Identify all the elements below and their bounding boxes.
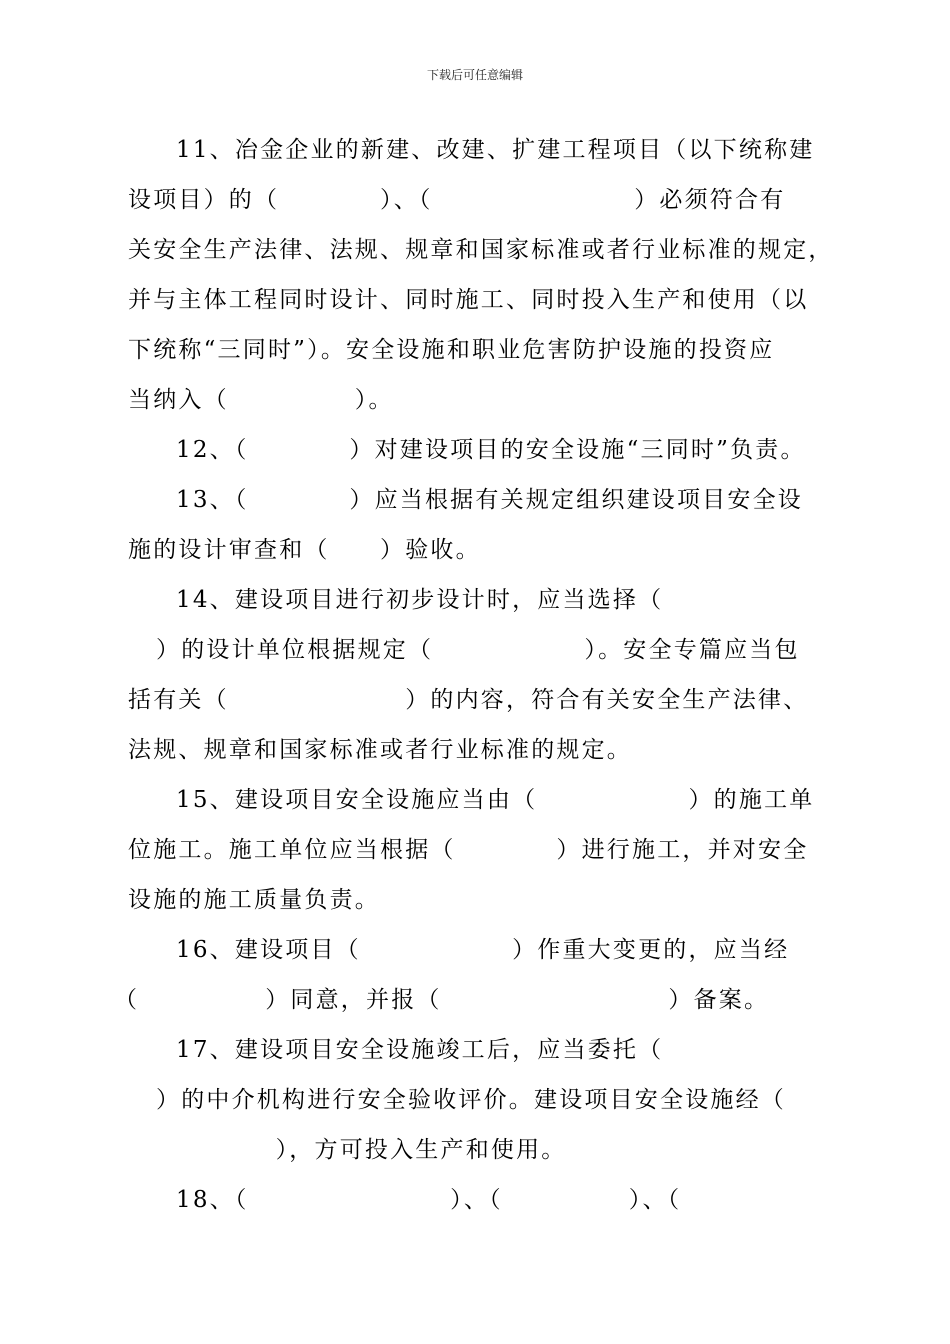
page-header: 下载后可任意编辑	[426, 68, 523, 82]
text-line: 下统称“三同时”）。安全设施和职业危害防护设施的投资应	[128, 337, 775, 363]
text-line: （ ）同意，并报（ ）备案。	[114, 987, 770, 1013]
text-line: 设项目）的（ ）、（ ）必须符合有	[128, 187, 786, 213]
text-line: 括有关（ ）的内容，符合有关安全生产法律、	[128, 687, 809, 713]
text-line: 施的设计审查和（ ）验收。	[128, 537, 481, 563]
text-line: 位施工。施工单位应当根据（ ）进行施工，并对安全	[128, 837, 809, 863]
text-line: 16、建设项目（ ）作重大变更的，应当经	[176, 937, 790, 963]
text-line: ），方可投入生产和使用。	[200, 1137, 567, 1163]
question-14	[128, 575, 828, 775]
question-13	[128, 475, 828, 575]
text-line: ）的设计单位根据规定（ ）。安全专篇应当包	[156, 637, 800, 663]
question-11	[128, 125, 834, 425]
text-line: 17、建设项目安全设施竣工后，应当委托（	[176, 1037, 664, 1063]
question-15	[128, 775, 828, 925]
text-line: 11、冶金企业的新建、改建、扩建工程项目（以下统称建	[176, 137, 815, 163]
text-line: 当纳入（ ）。	[128, 387, 394, 413]
text-line: ）的中介机构进行安全验收评价。建设项目安全设施经（	[156, 1087, 786, 1113]
text-line: 12、（ ）对建设项目的安全设施“三同时”负责。	[176, 437, 806, 463]
question-12	[128, 425, 828, 475]
text-line: 18、（ ）、（ ）、（	[176, 1187, 682, 1213]
text-line: 15、建设项目安全设施应当由（ ）的施工单	[176, 787, 815, 813]
text-line: 设施的施工质量负责。	[128, 887, 380, 913]
text-line: 13、（ ）应当根据有关规定组织建设项目安全设	[176, 487, 803, 513]
question-16	[114, 925, 828, 1025]
text-line: 法规、规章和国家标准或者行业标准的规定。	[128, 737, 632, 763]
text-line: 并与主体工程同时设计、同时施工、同时投入生产和使用（以	[128, 287, 809, 313]
question-17	[128, 1025, 828, 1175]
document-body	[114, 125, 834, 1225]
text-line: 关安全生产法律、法规、规章和国家标准或者行业标准的规定，	[128, 237, 834, 263]
question-18	[128, 1175, 828, 1225]
text-line: 14、建设项目进行初步设计时，应当选择（	[176, 587, 664, 613]
